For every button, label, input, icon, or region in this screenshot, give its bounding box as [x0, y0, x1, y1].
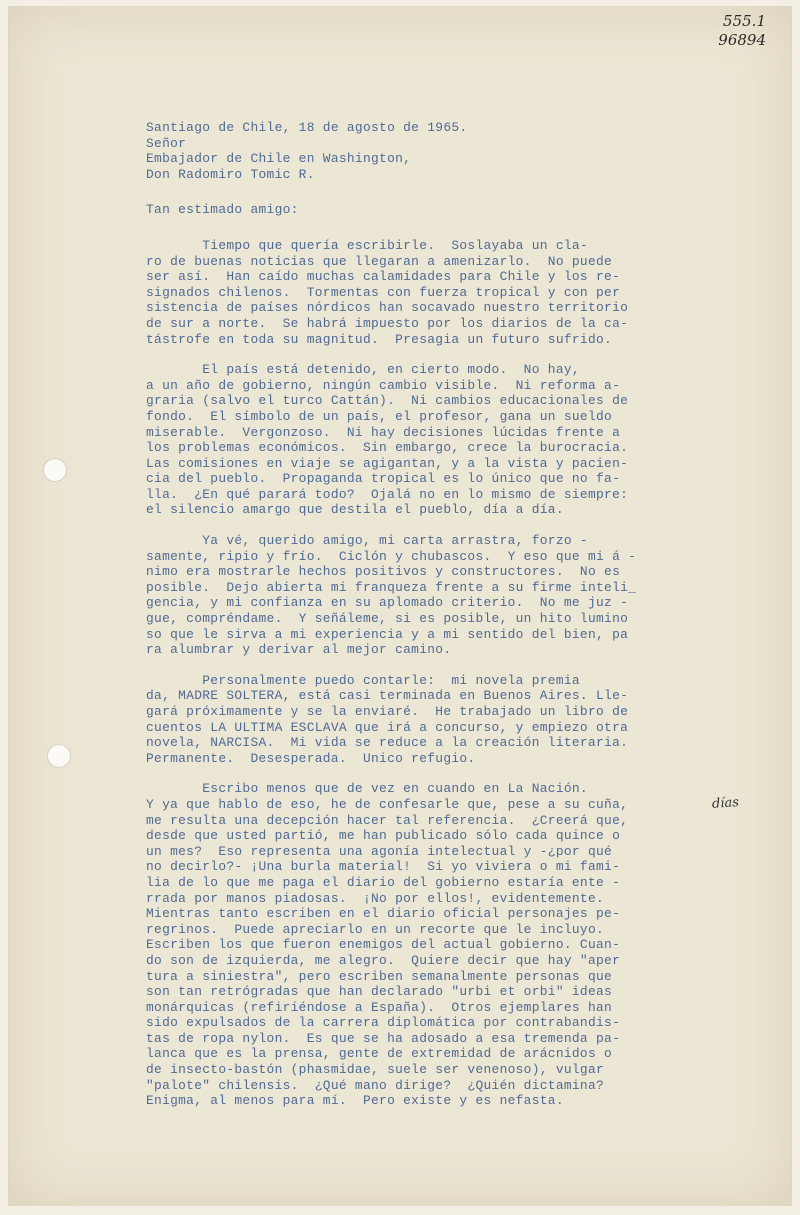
text-line: desde que usted partió, me han publicado sólo cada quince o: [146, 828, 621, 844]
text-line: nimo era mostrarle hechos positivos y constructores. No es: [146, 564, 621, 580]
text-line: no decirlo?- ¡Una burla material! Si yo viviera o mi fami-: [146, 859, 621, 875]
text-line: do son de izquierda, me alegro. Quiere decir que hay "aper: [146, 952, 621, 968]
text-line: da, MADRE SOLTERA, está casi terminada en Buenos Aires. Lle-: [146, 688, 629, 704]
text-line: Personalmente puedo contarle: mi novela premia: [146, 672, 580, 688]
archive-id-bottom: 96894: [718, 31, 766, 49]
text-line: me resulta una decepción hacer tal referencia. ¿Creerá que,: [146, 812, 629, 828]
text-line: monárquicas (refiriéndose a España). Otros ejemplares han: [146, 999, 613, 1015]
text-line: miserable. Vergonzoso. Ni hay decisiones lúcidas frente a: [146, 424, 621, 440]
text-line: el silencio amargo que destila el pueblo, día a día.: [146, 502, 564, 518]
letter-header: [146, 120, 701, 182]
text-line: graria (salvo el turco Cattán). Ni cambios educacionales de: [146, 393, 629, 409]
letter-paragraphs: [146, 238, 701, 1109]
text-line: "palote" chilensis. ¿Qué mano dirige? ¿Quién dictamina?: [146, 1077, 605, 1093]
header-line: Embajador de Chile en Washington,: [146, 151, 412, 167]
text-line: Ya vé, querido amigo, mi carta arrastra, forzo -: [146, 533, 588, 549]
handwritten-margin-note: días: [711, 795, 740, 812]
text-line: Tiempo que quería escribirle. Soslayaba un cla-: [146, 237, 588, 253]
text-line: novela, NARCISA. Mi vida se reduce a la creación literaria.: [146, 735, 629, 751]
header-line: Santiago de Chile, 18 de agosto de 1965.: [146, 120, 468, 135]
header-line: Don Radomiro Tomic R.: [146, 166, 315, 182]
text-line: cuentos LA ULTIMA ESCLAVA que irá a concurso, y empiezo otra: [146, 719, 629, 735]
text-line: fondo. El símbolo de un país, el profesor, gana un sueldo: [146, 408, 613, 424]
text-line: gará próximamente y se la enviaré. He trabajado un libro de: [146, 704, 629, 719]
paragraph: [146, 238, 701, 347]
text-line: sistencia de países nórdicos han socavado nuestro territorio: [146, 300, 629, 316]
text-line: un mes? Eso representa una agonía intelectual y -¿por qué: [146, 843, 613, 859]
paragraph: [146, 362, 701, 518]
text-line: los problemas económicos. Sin embargo, crece la burocracia.: [146, 440, 629, 456]
text-line: ro de buenas noticias que llegaran a amenizarlo. No puede: [146, 253, 613, 269]
text-line: lanca que es la prensa, gente de extremidad de arácnidos o: [146, 1046, 613, 1062]
text-line: de insecto-bastón (phasmidae, suele ser venenoso), vulgar: [146, 1062, 605, 1078]
text-line: posible. Dejo abierta mi franqueza frente a su firme inteli_: [146, 579, 637, 595]
header-line: Señor: [146, 135, 187, 151]
text-line: gue, compréndame. Y señáleme, si es posible, un hito lumino: [146, 611, 629, 627]
text-line: signados chilenos. Tormentas con fuerza tropical y con per: [146, 284, 621, 300]
text-line: so que le sirva a mi experiencia y a mi sentido del bien, pa: [146, 626, 629, 642]
text-line: lla. ¿En qué parará todo? Ojalá no en lo mismo de siempre:: [146, 486, 629, 502]
paragraph: [146, 533, 701, 658]
letter-body: [146, 120, 701, 1109]
text-line: Escribo menos que de vez en cuando en La Nación.: [146, 781, 588, 797]
text-line: a un año de gobierno, ningún cambio visible. Ni reforma a-: [146, 377, 621, 393]
text-line: regrinos. Puede apreciarlo en un recorte que le incluyo.: [146, 921, 605, 937]
text-line: Enigma, al menos para mí. Pero existe y es nefasta.: [146, 1093, 564, 1109]
text-line: gencia, y mi confianza en su aplomado criterio. No me juz -: [146, 595, 629, 611]
archive-reference: [718, 12, 766, 50]
salutation: Tan estimado amigo:: [146, 202, 299, 218]
archive-id-top: 555.1: [723, 12, 766, 30]
text-line: cia del pueblo. Propaganda tropical es lo único que no fa-: [146, 471, 621, 487]
paragraph: [146, 781, 701, 1108]
text-line: Permanente. Desesperada. Unico refugio.: [146, 750, 476, 766]
punch-hole-top: [43, 458, 67, 482]
paragraph: [146, 673, 701, 767]
text-line: tura a siniestra", pero escriben semanalmente personas que: [146, 968, 613, 984]
text-line: tástrofe en toda su magnitud. Presagia un futuro sufrido.: [146, 331, 613, 347]
text-line: ra alumbrar y derivar al mejor camino.: [146, 642, 452, 658]
text-line: Y ya que hablo de eso, he de confesarle que, pese a su cuña,: [146, 796, 629, 812]
text-line: son tan retrógradas que han declarado "urbi et orbi" ideas: [146, 984, 613, 1000]
text-line: sido expulsados de la carrera diplomática por contrabandis-: [146, 1015, 621, 1031]
punch-hole-bottom: [47, 744, 71, 768]
text-line: ser así. Han caído muchas calamidades para Chile y los re-: [146, 269, 621, 285]
text-line: Las comisiones en viaje se agigantan, y a la vista y pacien-: [146, 455, 629, 471]
text-line: tas de ropa nylon. Es que se ha adosado a esa tremenda pa-: [146, 1030, 621, 1046]
text-line: samente, ripio y frío. Ciclón y chubascos. Y eso que mi á -: [146, 548, 637, 564]
text-line: rrada por manos piadosas. ¡No por ellos!, evidentemente.: [146, 890, 605, 906]
text-line: Escriben los que fueron enemigos del actual gobierno. Cuan-: [146, 937, 621, 953]
text-line: Mientras tanto escriben en el diario oficial personajes pe-: [146, 906, 621, 922]
text-line: de sur a norte. Se habrá impuesto por los diarios de la ca-: [146, 315, 629, 331]
text-line: lia de lo que me paga el diario del gobierno estaría ente -: [146, 874, 621, 890]
text-line: El país está detenido, en cierto modo. No hay,: [146, 362, 580, 378]
